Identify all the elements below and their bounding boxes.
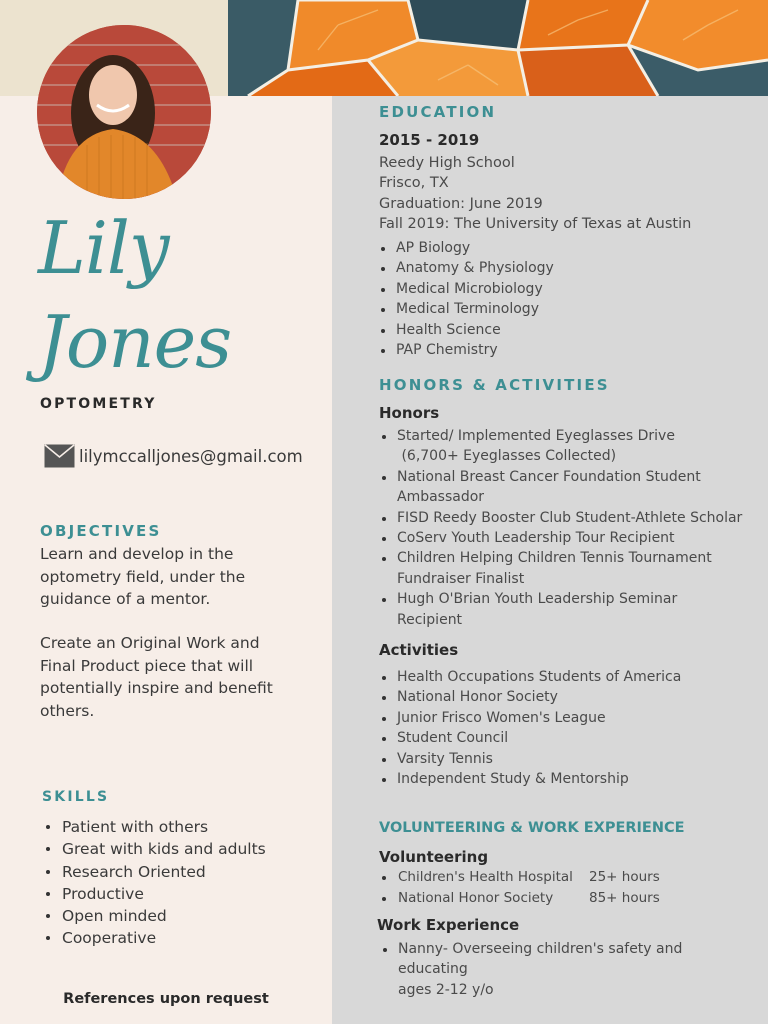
course-item: Medical Terminology — [379, 299, 554, 319]
honor-text: Fundraiser Finalist — [397, 570, 525, 587]
education-line: Graduation: June 2019 — [379, 195, 543, 212]
education-line: Reedy High School — [379, 155, 515, 171]
course-item: Health Science — [379, 320, 554, 340]
activity-item: Student Council — [380, 728, 681, 748]
honor-text: Recipient — [397, 611, 463, 628]
activities-list — [380, 667, 681, 789]
work-text: ages 2-12 y/o — [398, 981, 494, 998]
skill-item: Patient with others — [44, 816, 266, 838]
honors-activities-heading: HONORS & ACTIVITIES — [379, 376, 610, 394]
mural-graphic — [228, 0, 768, 96]
course-item: Medical Microbiology — [379, 279, 554, 299]
courses-list — [379, 238, 554, 360]
profile-photo-graphic — [37, 25, 211, 199]
skills-list — [44, 816, 266, 950]
objectives-para-1: Learn and develop in the optometry field, under the guidance of a mentor. — [40, 545, 246, 608]
honor-text: Ambassador — [397, 489, 485, 506]
volunteering-label: Volunteering — [379, 848, 489, 866]
activity-item: Health Occupations Students of America — [380, 667, 681, 687]
education-details — [379, 153, 691, 234]
honor-text: CoServ Youth Leadership Tour Recipient — [397, 530, 675, 547]
skill-item: Research Oriented — [44, 861, 266, 883]
activity-item: National Honor Society — [380, 687, 681, 707]
volunteering-org: National Honor Society — [398, 889, 554, 906]
honor-text: Hugh O'Brian Youth Leadership Seminar — [397, 591, 678, 608]
course-item: PAP Chemistry — [379, 340, 554, 360]
honor-item — [380, 528, 742, 548]
honor-item — [380, 426, 742, 467]
volunteering-hours: 85+ hours — [589, 889, 660, 906]
activity-item: Junior Frisco Women's League — [380, 708, 681, 728]
skills-heading: SKILLS — [42, 789, 110, 805]
mail-icon — [44, 444, 75, 468]
education-heading: EDUCATION — [379, 103, 497, 121]
volunteering-item — [379, 867, 660, 888]
profession-subtitle: OPTOMETRY — [40, 396, 157, 412]
mural-artwork — [228, 0, 768, 96]
email-row — [44, 444, 303, 468]
objectives-para-2: Create an Original Work and Final Product piece that will potentially inspire and benefit others. — [40, 634, 273, 720]
activities-label: Activities — [379, 641, 459, 659]
skill-item: Great with kids and adults — [44, 838, 266, 860]
work-experience-label: Work Experience — [377, 916, 520, 934]
education-years: 2015 - 2019 — [379, 131, 480, 149]
profile-photo — [37, 25, 211, 199]
volunteering-hours: 25+ hours — [589, 869, 660, 885]
honor-text: National Breast Cancer Foundation Student — [397, 468, 701, 485]
skill-item: Open minded — [44, 905, 266, 927]
objectives-heading: OBJECTIVES — [40, 522, 162, 540]
honors-list — [380, 426, 742, 630]
work-list — [381, 939, 751, 1000]
honor-text: FISD Reedy Booster Club Student-Athlete Scholar — [397, 509, 743, 526]
first-name: Lily — [38, 206, 169, 290]
experience-heading: VOLUNTEERING & WORK EXPERIENCE — [379, 820, 685, 836]
last-name: Jones — [38, 300, 232, 384]
volunteering-org: Children's Health Hospital — [398, 869, 573, 885]
skill-item: Productive — [44, 883, 266, 905]
email-link[interactable]: lilymccalljones@gmail.com — [79, 446, 303, 466]
honor-item — [380, 508, 742, 528]
activity-item: Varsity Tennis — [380, 749, 681, 769]
honors-label: Honors — [379, 404, 440, 422]
course-item: Anatomy & Physiology — [379, 258, 554, 278]
honor-item — [380, 467, 742, 508]
volunteering-list — [379, 867, 660, 908]
honor-text: Children Helping Children Tennis Tournament — [397, 550, 712, 567]
honor-text: (6,700+ Eyeglasses Collected) — [397, 448, 617, 465]
education-line: Frisco, TX — [379, 175, 449, 192]
skill-item: Cooperative — [44, 927, 266, 949]
references-note: References upon request — [63, 991, 269, 1007]
honor-text: Started/ Implemented Eyeglasses Drive — [397, 428, 675, 444]
course-item: AP Biology — [379, 238, 554, 258]
honor-item — [380, 589, 742, 630]
activity-item: Independent Study & Mentorship — [380, 769, 681, 789]
work-text: Nanny- Overseeing children's safety and educating — [398, 941, 683, 978]
volunteering-item — [379, 888, 660, 909]
honor-item — [380, 548, 742, 589]
education-line: Fall 2019: The University of Texas at Austin — [379, 215, 692, 232]
work-item — [381, 939, 751, 1000]
